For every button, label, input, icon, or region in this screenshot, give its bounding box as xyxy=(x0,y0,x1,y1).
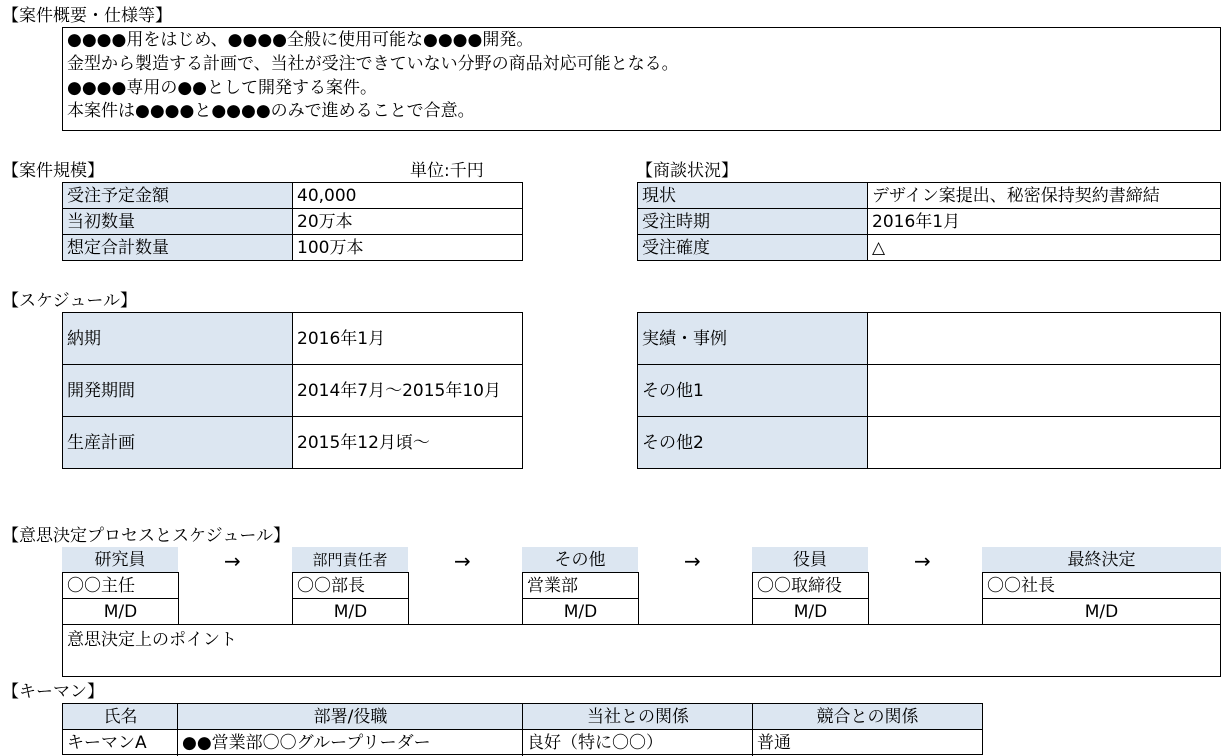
other-label-cell: 実績・事例 xyxy=(638,313,868,364)
keyman-column-header: 氏名 xyxy=(63,704,178,729)
keyman-column-header: 部署/役職 xyxy=(178,704,523,729)
scale-header: 【案件規模】 xyxy=(2,161,104,181)
decision-point-box xyxy=(62,624,1221,677)
decision-role: 部門責任者 xyxy=(292,547,408,572)
keyman-table xyxy=(62,703,983,755)
decision-person: 営業部 xyxy=(527,575,578,596)
schedule-table xyxy=(62,312,523,469)
negotiation-label-cell: 現状 xyxy=(638,183,868,209)
keyman-header: 【キーマン】 xyxy=(2,682,104,702)
decision-role: 役員 xyxy=(752,547,868,572)
negotiation-header: 【商談状況】 xyxy=(636,161,738,181)
decision-person: 〇〇取締役 xyxy=(757,575,842,596)
overview-line: ●●●●専用の●●として開発する案件。 xyxy=(67,78,378,98)
schedule-header: 【スケジュール】 xyxy=(2,291,137,311)
arrow-icon: → xyxy=(224,549,241,573)
negotiation-label-cell: 受注確度 xyxy=(638,235,868,260)
schedule-label-cell: 開発期間 xyxy=(63,365,293,416)
schedule-value-cell: 2014年7月～2015年10月 xyxy=(297,380,501,401)
keyman-cell: ●●営業部〇〇グループリーダー xyxy=(182,732,431,753)
keyman-column-header: 当社との関係 xyxy=(523,704,753,729)
scale-unit: 単位:千円 xyxy=(410,161,484,181)
decision-role: 最終決定 xyxy=(982,547,1221,572)
other-value-cell xyxy=(868,417,1220,468)
overview-box xyxy=(62,27,1221,131)
scale-label-cell: 想定合計数量 xyxy=(63,235,293,260)
schedule-label-cell: 生産計画 xyxy=(63,417,293,468)
decision-step xyxy=(62,572,179,625)
decision-step xyxy=(522,572,639,625)
keyman-cell: 良好（特に〇〇） xyxy=(527,732,663,753)
scale-label-cell: 当初数量 xyxy=(63,209,293,235)
negotiation-value-cell: △ xyxy=(872,237,886,258)
decision-role: 研究員 xyxy=(62,547,178,572)
scale-label-cell: 受注予定金額 xyxy=(63,183,293,209)
arrow-icon: → xyxy=(684,549,701,573)
decision-step xyxy=(982,572,1221,625)
overview-header: 【案件概要・仕様等】 xyxy=(2,6,172,26)
keyman-cell: キーマンA xyxy=(67,732,147,753)
overview-line: ●●●●用をはじめ、●●●●全般に使用可能な●●●●開発。 xyxy=(67,30,534,50)
decision-date: M/D xyxy=(563,601,598,622)
scale-table xyxy=(62,182,523,261)
decision-header: 【意思決定プロセスとスケジュール】 xyxy=(2,526,290,546)
decision-role: その他 xyxy=(522,547,638,572)
decision-date: M/D xyxy=(793,601,828,622)
arrow-icon: → xyxy=(454,549,471,573)
decision-date: M/D xyxy=(103,601,138,622)
scale-value-cell: 40,000 xyxy=(297,186,357,206)
schedule-value-cell: 2016年1月 xyxy=(297,328,386,349)
keyman-cell: 普通 xyxy=(757,732,791,753)
scale-value-cell: 20万本 xyxy=(297,212,353,232)
decision-date: M/D xyxy=(333,601,368,622)
negotiation-value-cell: 2016年1月 xyxy=(872,212,961,232)
overview-line: 金型から製造する計画で、当社が受注できていない分野の商品対応可能となる。 xyxy=(67,54,679,74)
schedule-label-cell: 納期 xyxy=(63,313,293,364)
schedule-value-cell: 2015年12月頃～ xyxy=(297,432,430,453)
negotiation-label-cell: 受注時期 xyxy=(638,209,868,235)
other-table xyxy=(637,312,1221,469)
decision-step xyxy=(752,572,869,625)
other-value-cell xyxy=(868,313,1220,364)
decision-point-label: 意思決定上のポイント xyxy=(67,630,237,650)
negotiation-value-cell: デザイン案提出、秘密保持契約書締結 xyxy=(872,186,1160,206)
negotiation-table xyxy=(637,182,1221,261)
other-label-cell: その他2 xyxy=(638,417,868,468)
overview-line: 本案件は●●●●と●●●●のみで進めることで合意。 xyxy=(67,101,475,121)
keyman-column-header: 競合との関係 xyxy=(753,704,982,729)
other-label-cell: その他1 xyxy=(638,365,868,416)
decision-person: 〇〇部長 xyxy=(297,575,365,596)
decision-step xyxy=(292,572,409,625)
decision-person: 〇〇主任 xyxy=(67,575,135,596)
decision-person: 〇〇社長 xyxy=(987,575,1055,596)
other-value-cell xyxy=(868,365,1220,416)
arrow-icon: → xyxy=(914,549,931,573)
scale-value-cell: 100万本 xyxy=(297,237,364,258)
decision-date: M/D xyxy=(1084,601,1119,622)
